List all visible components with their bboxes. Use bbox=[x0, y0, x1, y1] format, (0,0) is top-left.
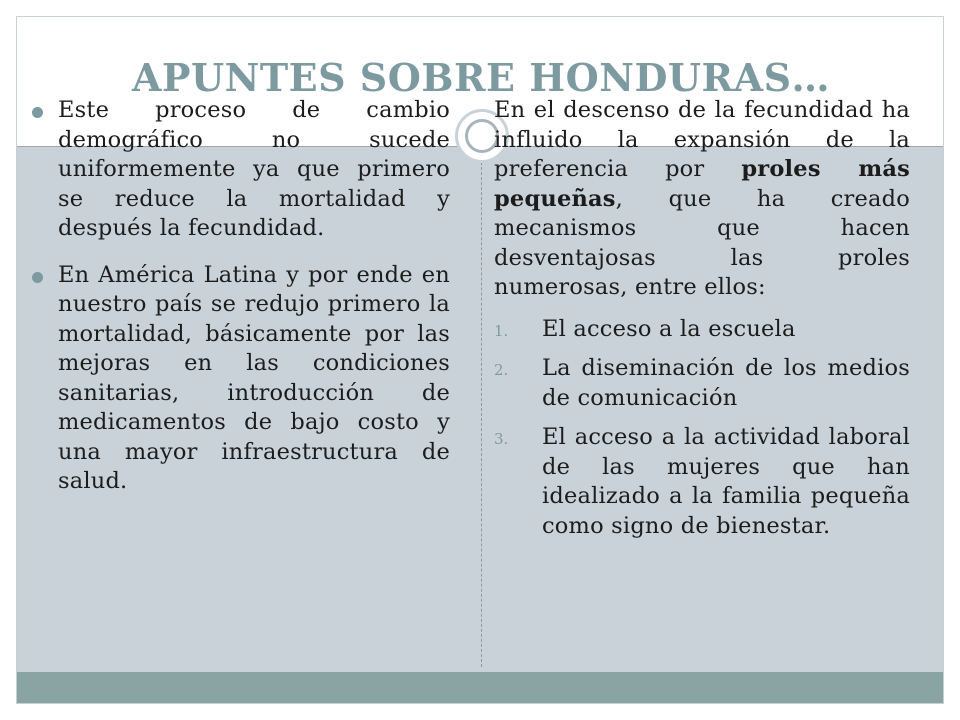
bullet-dot-icon bbox=[32, 272, 43, 283]
bullet-item bbox=[32, 261, 450, 497]
column-divider bbox=[481, 157, 482, 667]
bullet-dot-icon bbox=[32, 107, 43, 118]
list-item-text: El acceso a la actividad laboral de las mujeres que han idealizado a la familia pequeña como signo de bienestar. bbox=[542, 424, 910, 539]
list-item bbox=[494, 354, 910, 413]
intro-paragraph bbox=[494, 96, 910, 303]
intro-text-before: En el descenso de la fecundidad ha influido la expansión de la preferencia por bbox=[494, 97, 910, 182]
bullet-item bbox=[32, 96, 450, 244]
footer-band bbox=[17, 672, 944, 704]
list-item-text: El acceso a la escuela bbox=[542, 315, 796, 342]
bullet-text: Este proceso de cambio demográfico no sucede uniformemente ya que primero se reduce la mortalidad y después la fecundidad. bbox=[58, 97, 450, 241]
intro-text-bold: proles más pequeñas bbox=[494, 156, 910, 212]
bullet-text: En América Latina y por ende en nuestro país se redujo primero la mortalidad, básicamente por las mejoras en las condiciones sanitarias, introducción de medicamentos de bajo costo y una mayor infraestructura de salud. bbox=[58, 261, 450, 494]
numbered-list bbox=[494, 315, 910, 542]
list-item-text: La diseminación de los medios de comunicación bbox=[542, 355, 910, 411]
list-number: 2. bbox=[494, 361, 509, 379]
list-item bbox=[494, 423, 910, 541]
list-number: 3. bbox=[494, 430, 509, 448]
list-item bbox=[494, 315, 910, 345]
list-number: 1. bbox=[494, 321, 509, 340]
left-column bbox=[32, 96, 450, 514]
intro-text-after: , que ha creado mecanismos que hacen desventajosas las proles numerosas, entre ellos: bbox=[494, 185, 910, 300]
right-column bbox=[494, 96, 910, 551]
slide-title: APUNTES SOBRE HONDURAS… bbox=[131, 55, 831, 100]
